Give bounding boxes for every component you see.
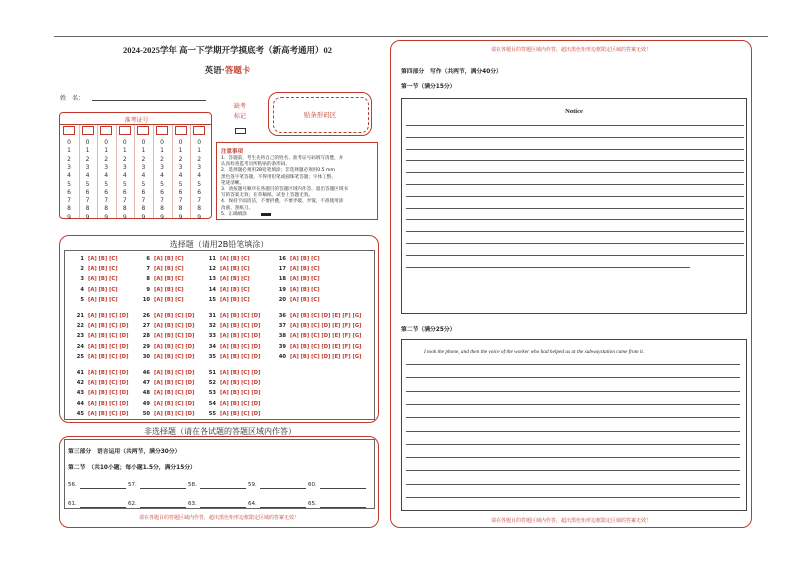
exam-digit-option[interactable]: 3 (160, 163, 164, 171)
answer-options[interactable]: [A] [B] [C] [D] (220, 410, 261, 417)
writing-line (406, 255, 744, 256)
notes-line: 黑色签字笔答题，不得用铅笔或圆珠笔答题；字体工整、 (221, 174, 336, 180)
exam-digit-option[interactable]: 9 (197, 213, 202, 221)
exam-digit-option[interactable]: 2 (104, 155, 109, 163)
exam-digit-option[interactable]: 1 (67, 147, 71, 155)
writing-line (406, 404, 740, 405)
answer-options[interactable]: [A] [B] [C] [D] (220, 333, 261, 340)
exam-digit-option[interactable]: 0 (178, 139, 183, 146)
exam-digit-option[interactable]: 3 (178, 163, 183, 171)
exam-digit-option[interactable]: 9 (85, 213, 90, 221)
exam-digit-option[interactable]: 9 (67, 213, 71, 221)
exam-digit-option[interactable]: 3 (104, 163, 109, 171)
writing-line (406, 172, 744, 173)
exam-digit-option[interactable]: 4 (85, 172, 90, 180)
notes-line: 改液、刮纸刀。 (221, 205, 254, 211)
exam-digit-option[interactable]: 9 (141, 213, 146, 221)
question-number: 1 (80, 256, 84, 262)
exam-digit-option[interactable]: 4 (160, 172, 164, 180)
question-number: 37 (278, 323, 286, 330)
exam-column-separator (172, 125, 173, 218)
question-number: 43 (76, 390, 84, 397)
question-number: 4 (80, 286, 84, 293)
answer-options[interactable]: [A] [B] [C] [D] (88, 333, 129, 340)
writing-line (406, 417, 740, 418)
exam-digit-entry-cell[interactable] (193, 126, 205, 135)
exam-column-separator (97, 125, 98, 218)
section2-writing-heading: 第二节（满分25分） (401, 327, 456, 333)
answer-options[interactable]: [A] [B] [C] [D] (220, 343, 261, 350)
exam-digit-option[interactable]: 8 (67, 205, 71, 213)
question-number: 31 (208, 313, 216, 319)
question-number: 50 (142, 410, 150, 417)
question-number: 34 (208, 343, 216, 350)
answer-options[interactable]: [A] [B] [C] [D] (88, 400, 129, 407)
answer-options[interactable]: [A] [B] [C] (220, 266, 250, 273)
question-number: 45 (76, 410, 84, 417)
answer-options[interactable]: [A] [B] [C] [D] (220, 400, 261, 407)
name-label: 姓 名： (60, 95, 85, 102)
writing-line (406, 219, 744, 220)
warning-top: 请在各题目的答题区域内作答，超出黑色矩形边框限定区域的答案无效！ (490, 47, 651, 53)
answer-options[interactable]: [A] [B] [C] [D] (154, 353, 195, 360)
question-number: 6 (146, 256, 150, 262)
writing-line (406, 267, 690, 268)
writing-line (406, 444, 740, 445)
answer-options[interactable]: [A] [B] [C] (290, 296, 320, 303)
question-number: 42 (76, 380, 84, 387)
exam-digit-option[interactable]: 4 (67, 172, 71, 180)
answer-options[interactable]: [A] [B] [C] [D] [E] [F] [G] (290, 333, 362, 340)
answer-options[interactable]: [A] [B] [C] [D] (88, 370, 129, 376)
question-number: 7 (146, 266, 150, 273)
exam-digit-entry-cell[interactable] (156, 126, 168, 135)
question-number: 3 (80, 276, 84, 283)
answer-options[interactable]: [A] [B] [C] (220, 256, 250, 262)
question-number: 13 (208, 276, 216, 283)
writing-line (406, 231, 744, 232)
answer-options[interactable]: [A] [B] [C] [D] [E] [F] [G] (290, 353, 362, 360)
exam-digit-option[interactable]: 2 (85, 155, 90, 163)
answer-options[interactable]: [A] [B] [C] (154, 286, 184, 293)
exam-digit-option[interactable]: 0 (104, 139, 109, 146)
writing-line (406, 457, 740, 458)
question-number: 54 (208, 400, 216, 407)
question-number: 35 (208, 353, 216, 360)
exam-digit-option[interactable]: 7 (160, 197, 164, 205)
question-number: 15 (208, 296, 216, 303)
writing-line (406, 149, 744, 150)
blank-line[interactable] (80, 488, 126, 489)
writing-line (406, 243, 744, 244)
exam-column-separator (116, 125, 117, 218)
exam-digit-option[interactable]: 3 (122, 163, 127, 171)
blank-line[interactable] (140, 488, 186, 489)
answer-options[interactable]: [A] [B] [C] (154, 276, 184, 283)
question-number: 8 (146, 276, 150, 283)
question-number: 48 (142, 390, 150, 397)
section2-heading: 第二节 （共10小题；每小题1.5分，满分15分） (68, 465, 196, 471)
answer-options[interactable]: [A] [B] [C] [D] (88, 410, 129, 417)
exam-digit-option[interactable]: 7 (122, 197, 127, 205)
question-number: 14 (208, 286, 216, 293)
answer-options[interactable]: [A] [B] [C] (88, 256, 118, 262)
exam-digit-option[interactable]: 8 (160, 205, 164, 213)
choice-title: 选择题（请用2B铅笔填涂） (169, 240, 269, 249)
blank-line[interactable] (260, 488, 306, 489)
filled-sample (261, 213, 271, 216)
writing-line (406, 208, 744, 209)
question-number: 47 (142, 380, 150, 387)
question-number: 46 (142, 370, 150, 376)
exam-digit-option[interactable]: 4 (178, 172, 183, 180)
part4-heading: 第四部分 写作（共两节，满分40分） (401, 69, 502, 75)
answer-options[interactable]: [A] [B] [C] (290, 276, 320, 283)
exam-digit-option[interactable]: 6 (160, 188, 164, 196)
writing-line (406, 431, 740, 432)
exam-digit-option[interactable]: 5 (178, 180, 183, 188)
question-number: 19 (278, 286, 286, 293)
exam-digit-option[interactable]: 1 (141, 147, 146, 155)
writing-section (390, 40, 752, 528)
question-number: 30 (142, 353, 150, 360)
answer-options[interactable]: [A] [B] [C] [D] (154, 343, 195, 350)
top-rule (54, 36, 768, 37)
nonchoice-box (64, 439, 375, 509)
exam-digit-option[interactable]: 1 (160, 147, 164, 155)
writing-line (406, 160, 744, 161)
exam-column-separator (134, 125, 135, 218)
blank-number: 64. (248, 501, 257, 507)
question-number: 16 (278, 256, 286, 262)
exam-digit-option[interactable]: 6 (67, 188, 71, 196)
answer-options[interactable]: [A] [B] [C] [D] (88, 343, 129, 350)
exam-digit-option[interactable]: 9 (178, 213, 183, 221)
question-number: 38 (278, 333, 286, 340)
exam-digit-option[interactable]: 8 (85, 205, 90, 213)
exam-digit-option[interactable]: 3 (67, 163, 71, 171)
exam-digit-option[interactable]: 7 (104, 197, 109, 205)
question-number: 25 (76, 353, 84, 360)
exam-digit-option[interactable]: 3 (85, 163, 90, 171)
writing-line (406, 137, 744, 138)
blank-number: 62. (128, 501, 137, 507)
choice-section (59, 235, 379, 423)
blank-number: 61. (68, 501, 77, 507)
exam-digit-entry-cell[interactable] (82, 126, 94, 135)
question-number: 5 (80, 296, 84, 303)
exam-digit-option[interactable]: 5 (197, 180, 202, 188)
warning-bottom: 请在各题目的答题区域内作答，超出黑色矩形边框限定区域的答案无效！ (490, 518, 651, 524)
exam-digit-option[interactable]: 9 (104, 213, 109, 221)
exam-digit-option[interactable]: 4 (197, 172, 202, 180)
exam-digit-option[interactable]: 5 (160, 180, 164, 188)
exam-digit-entry-cell[interactable] (119, 126, 131, 135)
answer-options[interactable]: [A] [B] [C] (290, 256, 320, 262)
exam-digit-option[interactable]: 0 (160, 139, 164, 146)
blank-number: 59. (248, 482, 257, 488)
answer-options[interactable]: [A] [B] [C] (290, 266, 320, 273)
answer-options[interactable]: [A] [B] [C] [D] (154, 390, 195, 397)
notes-line: 2．选择题必须用2B铅笔填涂；非选择题必须用0.5 mm (221, 168, 335, 174)
notes-line: 1．答题前，考生先将自己的姓名、准考证号码填写清楚，并 (221, 156, 344, 161)
notes-title: 注意事项 (221, 149, 244, 155)
nonchoice-section (59, 436, 379, 528)
blank-line[interactable] (260, 507, 306, 508)
exam-column-separator (190, 125, 191, 218)
question-number: 12 (208, 266, 216, 273)
question-number: 10 (142, 296, 150, 303)
part3-heading: 第三部分 语言运用（共两节，满分30分） (68, 449, 181, 455)
answer-options[interactable]: [A] [B] [C] (154, 296, 184, 303)
question-number: 18 (278, 276, 286, 283)
question-number: 49 (142, 400, 150, 407)
blank-number: 60. (308, 482, 317, 488)
exam-digit-option[interactable]: 1 (104, 147, 109, 155)
exam-digit-option[interactable]: 0 (67, 139, 71, 146)
absent-label-2: 标记 (233, 113, 246, 120)
writing-line (406, 497, 740, 498)
answer-options[interactable]: [A] [B] [C] [D] [E] [F] [G] (290, 313, 362, 319)
question-number: 23 (76, 333, 84, 340)
answer-options[interactable]: [A] [B] [C] [D] (154, 313, 195, 319)
question-number: 53 (208, 390, 216, 397)
exam-digit-option[interactable]: 0 (85, 139, 90, 146)
blank-number: 57. (128, 482, 137, 488)
exam-digit-option[interactable]: 5 (104, 180, 109, 188)
exam-digit-option[interactable]: 6 (197, 188, 202, 196)
question-number: 11 (208, 256, 216, 262)
answer-options[interactable]: [A] [B] [C] [D] (154, 370, 195, 376)
answer-options[interactable]: [A] [B] [C] [D] (88, 353, 129, 360)
answer-options[interactable]: [A] [B] [C] [D] (220, 370, 261, 376)
writing-prompt: I took the phone, and then the voice of the worker who had helped us at the subwaystation came from it. (424, 349, 645, 355)
writing-line (406, 125, 744, 126)
answer-options[interactable]: [A] [B] [C] [D] (220, 380, 261, 387)
answer-options[interactable]: [A] [B] [C] [D] (88, 313, 129, 319)
answer-options[interactable]: [A] [B] [C] [D] (88, 390, 129, 397)
question-number: 17 (278, 266, 286, 273)
barcode-label: 贴条形码区 (303, 111, 337, 119)
answer-options[interactable]: [A] [B] [C] [D] (154, 400, 195, 407)
question-number: 2 (80, 266, 84, 273)
subject-sep: · (221, 66, 225, 76)
question-number: 21 (76, 313, 84, 319)
exam-number-divider (60, 124, 211, 125)
page-title: 2024-2025学年 高一下学期开学摸底考（新高考通用）02 (123, 45, 332, 55)
blank-line[interactable] (140, 507, 186, 508)
exam-digit-option[interactable]: 6 (178, 188, 183, 196)
answer-options[interactable]: [A] [B] [C] (88, 296, 118, 303)
exam-digit-option[interactable]: 8 (141, 205, 146, 213)
blank-line[interactable] (200, 488, 246, 489)
answer-options[interactable]: [A] [B] [C] [D] (154, 323, 195, 330)
writing-line (406, 364, 740, 365)
answer-options[interactable]: [A] [B] [C] [D] (220, 353, 261, 360)
exam-digit-option[interactable]: 1 (122, 147, 127, 155)
blank-number: 58. (188, 482, 197, 488)
exam-digit-option[interactable]: 4 (122, 172, 127, 180)
writing-line (406, 184, 744, 185)
subject-suffix: 答题卡 (224, 66, 251, 76)
exam-digit-option[interactable]: 7 (85, 197, 90, 205)
exam-digit-option[interactable]: 6 (104, 188, 109, 196)
exam-digit-option[interactable]: 5 (122, 180, 127, 188)
notes-line: 5．正确填涂 (221, 211, 247, 217)
blank-number: 65. (308, 501, 317, 507)
continuation-box[interactable] (401, 339, 747, 511)
absent-checkbox[interactable] (235, 128, 246, 134)
exam-digit-option[interactable]: 6 (85, 188, 90, 196)
question-number: 36 (278, 313, 286, 319)
answer-options[interactable]: [A] [B] [C] [D] (88, 323, 129, 330)
exam-digit-option[interactable]: 6 (122, 188, 127, 196)
writing-line (406, 484, 740, 485)
exam-digit-option[interactable]: 1 (197, 147, 202, 155)
question-number: 40 (278, 353, 286, 360)
nonchoice-title: 非选择题（请在各试题的答题区域内作答） (144, 427, 296, 436)
exam-digit-option[interactable]: 9 (122, 213, 127, 221)
writing-line (406, 391, 740, 392)
barcode-area (268, 92, 372, 136)
exam-digit-option[interactable]: 2 (67, 155, 71, 163)
answer-options[interactable]: [A] [B] [C] [D] (220, 323, 261, 330)
exam-digit-option[interactable]: 9 (160, 213, 164, 221)
answer-options[interactable]: [A] [B] [C] [D] (88, 380, 129, 387)
writing-line (406, 377, 740, 378)
answer-options[interactable]: [A] [B] [C] (220, 286, 250, 293)
answer-options[interactable]: [A] [B] [C] [D] (154, 410, 195, 417)
exam-digit-option[interactable]: 4 (104, 172, 109, 180)
question-number: 39 (278, 343, 286, 350)
notes-line: 笔迹清晰。 (221, 180, 244, 186)
exam-digit-option[interactable]: 0 (197, 139, 202, 146)
question-number: 27 (142, 323, 150, 330)
exam-digit-option[interactable]: 2 (178, 155, 183, 163)
notes-line: 3．请按题号顺序在各题目的答题区域内作答，超出答题区域书 (221, 187, 348, 192)
answer-options[interactable]: [A] [B] [C] [D] (220, 313, 261, 319)
question-number: 52 (208, 380, 216, 387)
notes-line: 认真检查监考员所粘贴的条形码。 (221, 162, 290, 168)
answer-options[interactable]: [A] [B] [C] [D] (154, 333, 195, 340)
exam-digit-option[interactable]: 7 (141, 197, 146, 205)
answer-options[interactable]: [A] [B] [C] (88, 286, 118, 293)
notes-line: 写的答案无效；在草稿纸、试卷上答题无效。 (221, 193, 313, 199)
answer-options[interactable]: [A] [B] [C] (88, 266, 118, 273)
blank-number: 63. (188, 501, 197, 507)
exam-digit-entry-cell[interactable] (100, 126, 112, 135)
writing-line (406, 196, 744, 197)
question-number: 20 (278, 296, 286, 303)
blank-line[interactable] (200, 507, 246, 508)
exam-digit-option[interactable]: 5 (85, 180, 90, 188)
writing-line (406, 470, 740, 471)
exam-digit-entry-cell[interactable] (63, 126, 75, 135)
exam-digit-option[interactable]: 3 (197, 163, 202, 171)
exam-digit-option[interactable]: 8 (197, 205, 202, 213)
answer-options[interactable]: [A] [B] [C] [D] (220, 390, 261, 397)
question-number: 26 (142, 313, 150, 319)
name-underline[interactable] (92, 100, 206, 101)
subject-name: 英语 (204, 66, 222, 76)
exam-digit-option[interactable]: 2 (197, 155, 202, 163)
notes-box (216, 142, 378, 220)
exam-digit-option[interactable]: 8 (178, 205, 183, 213)
notes-line: 4．保持卡面清洁，不要折叠，不要弄破、弄皱，不准使用涂 (221, 199, 344, 205)
exam-digit-option[interactable]: 2 (160, 155, 164, 163)
blank-line[interactable] (320, 488, 366, 489)
exam-digit-option[interactable]: 2 (141, 155, 146, 163)
exam-digit-option[interactable]: 2 (122, 155, 127, 163)
blank-number: 56. (68, 482, 77, 488)
question-number: 44 (76, 400, 84, 407)
question-number: 55 (208, 410, 216, 417)
question-number: 22 (76, 323, 84, 330)
exam-digit-option[interactable]: 3 (141, 163, 146, 171)
blank-line[interactable] (320, 507, 366, 508)
exam-digit-option[interactable]: 7 (178, 197, 183, 205)
exam-digit-option[interactable]: 8 (122, 205, 127, 213)
question-number: 32 (208, 323, 216, 330)
exam-column-separator (153, 125, 154, 218)
question-number: 33 (208, 333, 216, 340)
exam-digit-option[interactable]: 7 (197, 197, 202, 205)
question-number: 28 (142, 333, 150, 340)
answer-options[interactable]: [A] [B] [C] [D] [E] [F] [G] (290, 343, 362, 350)
exam-digit-option[interactable]: 7 (67, 197, 71, 205)
exam-digit-option[interactable]: 1 (178, 147, 183, 155)
absent-label-1: 缺考 (233, 103, 246, 110)
question-number: 9 (146, 286, 150, 293)
section1-heading: 第一节（满分15分） (401, 84, 456, 90)
question-number: 24 (76, 343, 84, 350)
question-number: 51 (208, 370, 216, 376)
question-number: 29 (142, 343, 150, 350)
exam-digit-option[interactable]: 0 (141, 139, 146, 146)
subject-title (60, 64, 395, 76)
exam-digit-option[interactable]: 1 (85, 147, 90, 155)
notice-box[interactable] (401, 98, 747, 314)
absent-mark (228, 102, 252, 122)
answer-options[interactable]: [A] [B] [C] (88, 276, 118, 283)
exam-digit-option[interactable]: 0 (122, 139, 127, 146)
exam-digit-option[interactable]: 4 (141, 172, 146, 180)
exam-digit-option[interactable]: 6 (141, 188, 146, 196)
exam-digit-entry-cell[interactable] (175, 126, 187, 135)
answer-options[interactable]: [A] [B] [C] (220, 296, 250, 303)
warning-left: 请在各题目的答题区域内作答，超出黑色矩形边框限定区域的答案无效！ (138, 515, 299, 521)
exam-number-box (59, 112, 212, 219)
answer-options[interactable]: [A] [B] [C] (220, 276, 250, 283)
answer-options[interactable]: [A] [B] [C] [D] (154, 380, 195, 387)
exam-digit-option[interactable]: 5 (141, 180, 146, 188)
exam-number-label: 准考证号 (124, 117, 149, 124)
answer-options[interactable]: [A] [B] [C] (290, 286, 320, 293)
answer-options[interactable]: [A] [B] [C] (154, 266, 184, 273)
exam-digit-entry-cell[interactable] (137, 126, 149, 135)
notice-title: Notice (565, 108, 583, 115)
blank-line[interactable] (80, 507, 126, 508)
answer-options[interactable]: [A] [B] [C] (154, 256, 184, 262)
question-number: 41 (76, 370, 84, 376)
exam-column-separator (79, 125, 80, 218)
exam-digit-option[interactable]: 8 (104, 205, 109, 213)
answer-options[interactable]: [A] [B] [C] [D] [E] [F] [G] (290, 323, 362, 330)
exam-digit-option[interactable]: 5 (67, 180, 71, 188)
